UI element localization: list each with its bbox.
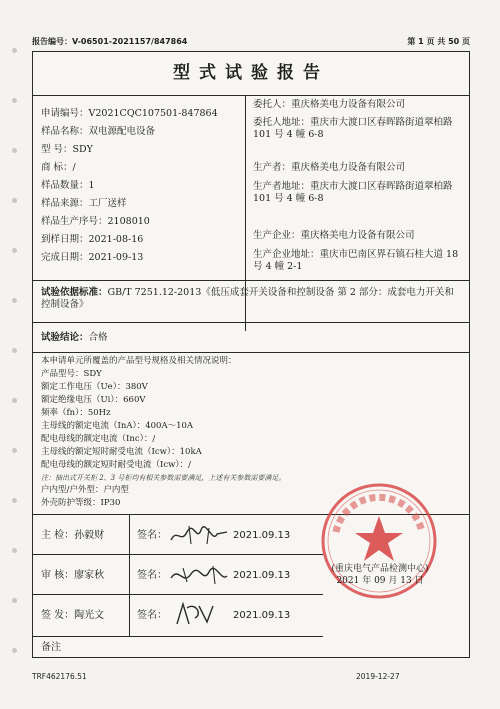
remarks-label: 备注 bbox=[41, 642, 61, 653]
field-sample-name: 样品名称：双电源配电设备 bbox=[41, 126, 156, 137]
field-manufacturer: 生产企业：重庆格美电力设备有限公司 bbox=[253, 230, 415, 241]
spec-line: 外壳防护等级：IP30 bbox=[41, 498, 121, 508]
approver-sign-label: 签名： bbox=[137, 610, 167, 621]
binder-hole bbox=[12, 598, 17, 603]
binder-hole bbox=[12, 198, 17, 203]
spec-line: 主母线的额定短时耐受电流（Icw）：10kA bbox=[41, 447, 202, 457]
reviewer-sign-label: 签名： bbox=[137, 570, 167, 581]
field-client-address: 委托人地址：重庆市大渡口区春晖路街道翠柏路 101 号 4 幢 6-8 bbox=[253, 117, 453, 140]
binder-hole bbox=[12, 298, 17, 303]
spec-note: 注：抽出式开关柜 2、3 号柜均有相关参数需要满足，上述有关参数需要满足。 bbox=[41, 474, 286, 482]
binder-holes bbox=[12, 30, 18, 690]
field-client: 委托人：重庆格美电力设备有限公司 bbox=[253, 99, 406, 110]
binder-hole bbox=[12, 448, 17, 453]
handwritten-signature bbox=[169, 562, 229, 588]
inspector-label: 主 检：孙毅财 bbox=[41, 530, 105, 541]
binder-hole bbox=[12, 648, 17, 653]
handwritten-signature bbox=[173, 600, 217, 628]
inspector-sign-label: 签名： bbox=[137, 530, 167, 541]
signature-divider bbox=[129, 514, 130, 636]
stamp-date: 2021 年 09 月 13 日 bbox=[336, 576, 424, 586]
report-number: 报告编号：V-06501-2021157/847864 bbox=[32, 37, 188, 46]
field-sample-source: 样品来源：工厂送样 bbox=[41, 198, 127, 209]
row-divider bbox=[33, 352, 469, 353]
row-divider bbox=[33, 554, 323, 555]
field-serial-no: 样品生产序号：2108010 bbox=[41, 216, 150, 227]
row-divider bbox=[33, 280, 469, 281]
spec-line: 配电母线的额定电流（Inc）：/ bbox=[41, 434, 156, 444]
field-application-no: 申请编号：V2021CQC107501-847864 bbox=[41, 108, 218, 119]
binder-hole bbox=[12, 248, 17, 253]
binder-hole bbox=[12, 348, 17, 353]
inspector-date: 2021.09.13 bbox=[233, 530, 291, 541]
binder-hole bbox=[12, 48, 17, 53]
form-date: 2019-12-27 bbox=[356, 672, 400, 681]
reviewer-label: 审 核：廖家秋 bbox=[41, 570, 105, 581]
spec-line: 户内型/户外型：户内型 bbox=[41, 485, 129, 495]
field-producer-address: 生产者地址：重庆市大渡口区春晖路街道翠柏路 101 号 4 幢 6-8 bbox=[253, 181, 453, 204]
reviewer-date: 2021.09.13 bbox=[233, 570, 291, 581]
row-divider bbox=[33, 594, 323, 595]
field-producer: 生产者：重庆格美电力设备有限公司 bbox=[253, 162, 406, 173]
spec-line: 额定工作电压（Ue）：380V bbox=[41, 382, 148, 392]
report-title: 型式试验报告 bbox=[33, 52, 469, 96]
field-manufacturer-address: 生产企业地址：重庆市巴南区界石镇石桂大道 18 号 4 幢 2-1 bbox=[253, 249, 459, 272]
approver-date: 2021.09.13 bbox=[233, 610, 291, 621]
report-header bbox=[32, 36, 470, 50]
spec-line: 产品型号：SDY bbox=[41, 369, 102, 379]
handwritten-signature bbox=[169, 522, 229, 548]
binder-hole bbox=[12, 148, 17, 153]
spec-line: 额定绝缘电压（Ui）：660V bbox=[41, 395, 146, 405]
field-sample-qty: 样品数量：1 bbox=[41, 180, 95, 191]
field-arrival-date: 到样日期：2021-08-16 bbox=[41, 234, 144, 245]
row-divider bbox=[33, 636, 323, 637]
field-model: 型 号：SDY bbox=[41, 144, 93, 155]
specs-intro: 本申请单元所覆盖的产品型号规格及相关情况说明： bbox=[41, 356, 237, 366]
test-standard: 试验依据标准：GB/T 7251.12-2013《低压成套开关设备和控制设备 第 2 部分：成套电力开关和控制设备》 bbox=[41, 287, 454, 310]
page-counter: 第 1 页 共 50 页 bbox=[407, 37, 470, 46]
approver-label: 签 发：陶光文 bbox=[41, 610, 105, 621]
binder-hole bbox=[12, 398, 17, 403]
field-trademark: 商 标：/ bbox=[41, 162, 76, 173]
spec-line: 配电母线的额定短时耐受电流（Icw）：/ bbox=[41, 460, 192, 470]
binder-hole bbox=[12, 548, 17, 553]
binder-hole bbox=[12, 498, 17, 503]
spec-line: 主母线的额定电流（InA）：400A～10A bbox=[41, 421, 194, 431]
row-divider bbox=[33, 322, 469, 323]
binder-hole bbox=[12, 98, 17, 103]
stamp-org: (重庆电气产品检测中心) bbox=[331, 564, 429, 574]
spec-line: 频率（fn）：50Hz bbox=[41, 408, 111, 418]
stamp-caption bbox=[300, 563, 460, 587]
field-finish-date: 完成日期：2021-09-13 bbox=[41, 252, 144, 263]
form-code: TRF462176.51 bbox=[32, 672, 87, 681]
test-conclusion: 试验结论：合格 bbox=[41, 332, 108, 343]
